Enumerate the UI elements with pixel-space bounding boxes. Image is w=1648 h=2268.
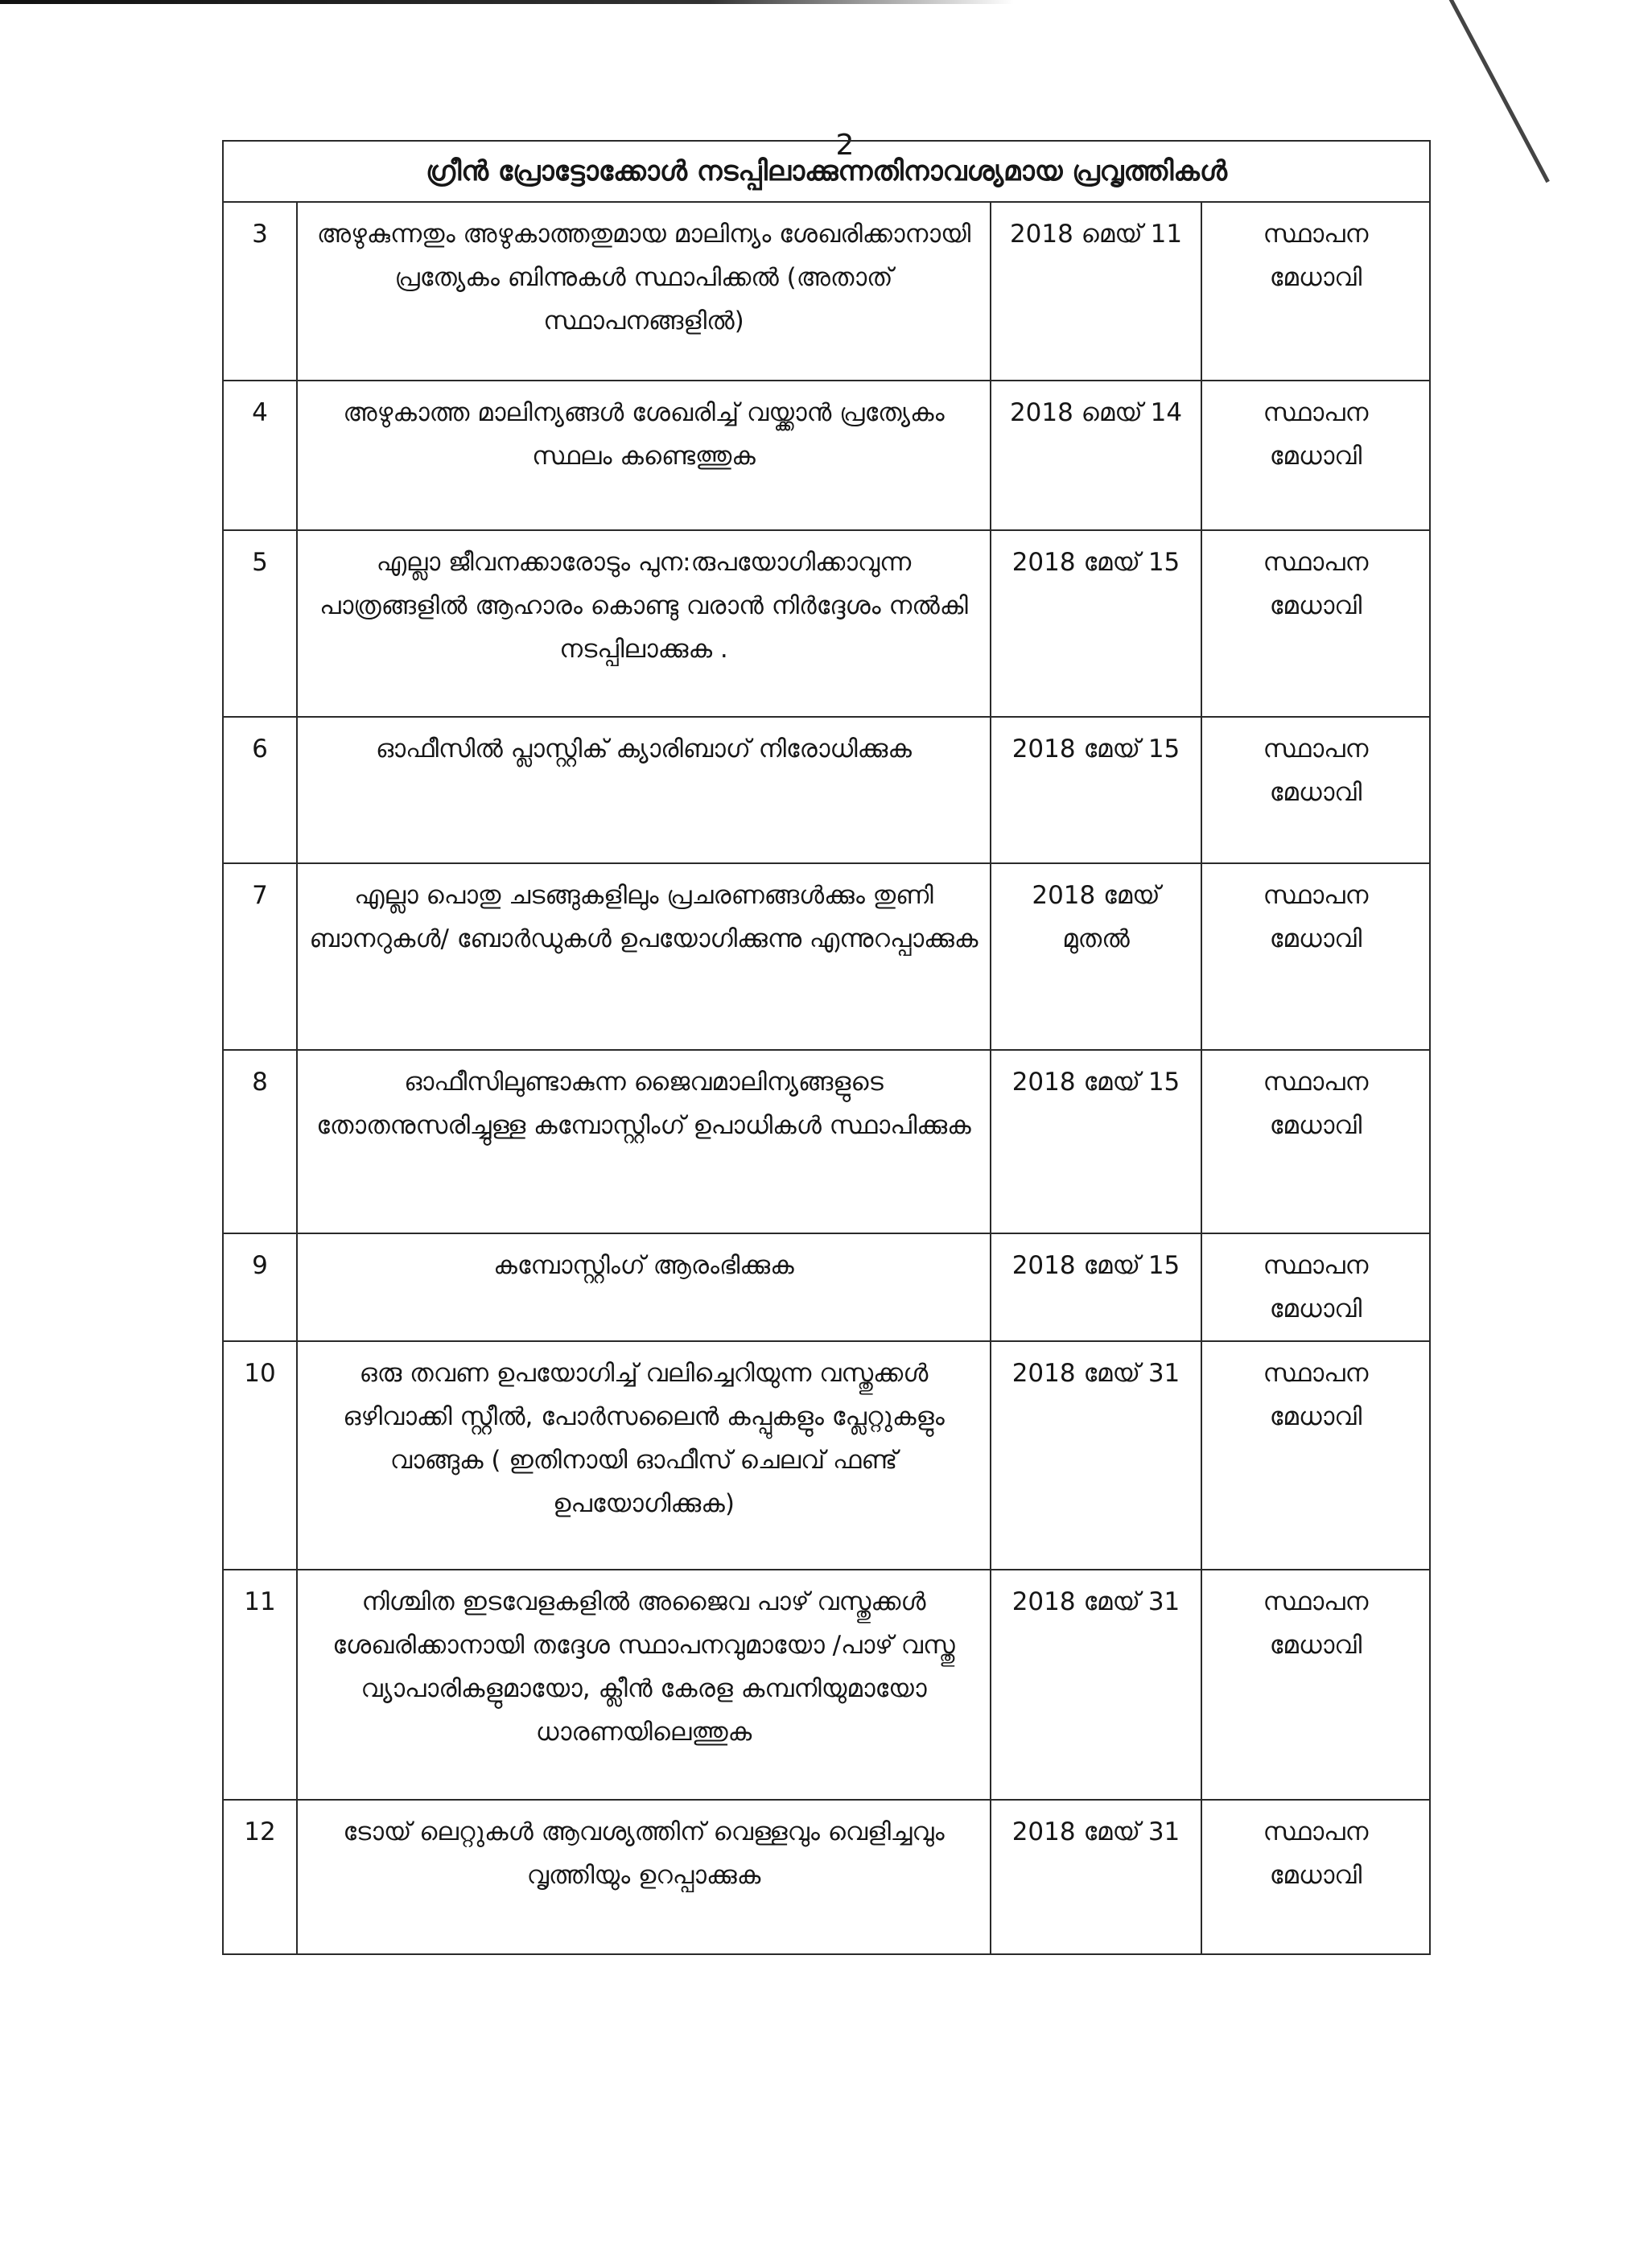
- responsible-line-1: സ്ഥാപന: [1263, 1251, 1369, 1280]
- table-title: ഗ്രീൻ പ്രോട്ടോക്കോൾ നടപ്പിലാക്കുന്നതിനാവശ്യമായ പ്രവൃത്തികൾ: [223, 141, 1430, 202]
- green-protocol-table: [222, 140, 1431, 1955]
- row-number: 10: [223, 1341, 297, 1570]
- task-description: കമ്പോസ്റ്റിംഗ് ആരംഭിക്കുക: [297, 1233, 991, 1341]
- table-row: [223, 1341, 1430, 1570]
- table-row: [223, 717, 1430, 863]
- responsible-line-2: മേധാവി: [1269, 263, 1362, 292]
- task-description: എല്ലാ ജീവനക്കാരോടും പുന:രുപയോഗിക്കാവുന്ന പാത്രങ്ങളിൽ ആഹാരം കൊണ്ടു വരാൻ നിർദ്ദേശം നൽകി നടപ്പിലാക്കുക .: [297, 530, 991, 717]
- responsible-cell: [1201, 202, 1430, 381]
- responsible-line-2: മേധാവി: [1269, 1861, 1362, 1890]
- responsible-cell: [1201, 1233, 1430, 1341]
- responsible-line-2: മേധാവി: [1269, 591, 1362, 620]
- responsible-line-2: മേധാവി: [1269, 1295, 1362, 1323]
- row-number: 4: [223, 381, 297, 530]
- responsible-line-1: സ്ഥാപന: [1263, 881, 1369, 910]
- responsible-line-2: മേധാവി: [1269, 442, 1362, 471]
- responsible-cell: [1201, 1570, 1430, 1800]
- task-description: ഓഫീസിൽ പ്ലാസ്റ്റിക് ക്യാരിബാഗ് നിരോധിക്കുക: [297, 717, 991, 863]
- target-date: 2018 മേയ് 31: [991, 1570, 1201, 1800]
- task-description: ടോയ് ലെറ്റുകൾ ആവശ്യത്തിന് വെള്ളവും വെളിച്ചവും വൃത്തിയും ഉറപ്പാക്കുക: [297, 1800, 991, 1954]
- task-description: ഒരു തവണ ഉപയോഗിച്ച് വലിച്ചെറിയുന്ന വസ്തുക്കൾ ഒഴിവാക്കി സ്റ്റീൽ, പോർസലൈൻ കപ്പുകളും പ്ലേറ്റുകളും വാങ്ങുക ( ഇതിനായി ഓഫീസ് ചെലവ് ഫണ്ട് ഉപയോഗിക്കുക): [297, 1341, 991, 1570]
- target-date: 2018 മെയ് 14: [991, 381, 1201, 530]
- row-number: 7: [223, 863, 297, 1050]
- responsible-line-1: സ്ഥാപന: [1263, 548, 1369, 577]
- table-row: [223, 1570, 1430, 1800]
- target-date: 2018 മെയ് 11: [991, 202, 1201, 381]
- table-row: [223, 202, 1430, 381]
- table-header-row: [223, 141, 1430, 202]
- task-description: അഴുകാത്ത മാലിന്യങ്ങൾ ശേഖരിച്ച് വയ്ക്കാൻ പ്രത്യേകം സ്ഥലം കണ്ടെത്തുക: [297, 381, 991, 530]
- table-row: [223, 530, 1430, 717]
- responsible-line-1: സ്ഥാപന: [1263, 1359, 1369, 1388]
- page-number: 2: [835, 129, 855, 162]
- responsible-line-2: മേധാവി: [1269, 1402, 1362, 1431]
- row-number: 12: [223, 1800, 297, 1954]
- responsible-cell: [1201, 1050, 1430, 1233]
- row-number: 6: [223, 717, 297, 863]
- target-date: 2018 മേയ് 15: [991, 1050, 1201, 1233]
- target-date: 2018 മേയ് 15: [991, 530, 1201, 717]
- responsible-line-1: സ്ഥാപന: [1263, 398, 1369, 427]
- target-date: 2018 മേയ് മുതൽ: [991, 863, 1201, 1050]
- responsible-line-2: മേധാവി: [1269, 1111, 1362, 1140]
- responsible-cell: [1201, 1341, 1430, 1570]
- table-row: [223, 1233, 1430, 1341]
- responsible-line-1: സ്ഥാപന: [1263, 220, 1369, 249]
- task-description: അഴുകുന്നതും അഴുകാത്തതുമായ മാലിന്യം ശേഖരിക്കാനായി പ്രത്യേകം ബിന്നുകൾ സ്ഥാപിക്കൽ (അതാത് സ്ഥാപനങ്ങളിൽ): [297, 202, 991, 381]
- responsible-line-2: മേധാവി: [1269, 778, 1362, 807]
- responsible-line-1: സ്ഥാപന: [1263, 735, 1369, 764]
- task-description: എല്ലാ പൊതു ചടങ്ങുകളിലും പ്രചരണങ്ങൾക്കും തുണി ബാനറുകൾ/ ബോർഡുകൾ ഉപയോഗിക്കുന്നു എന്നുറപ്പാക്കുക: [297, 863, 991, 1050]
- table-row: [223, 1050, 1430, 1233]
- row-number: 11: [223, 1570, 297, 1800]
- scan-border-top: [0, 0, 1014, 4]
- table-row: [223, 381, 1430, 530]
- responsible-line-1: സ്ഥാപന: [1263, 1068, 1369, 1097]
- table-row: [223, 1800, 1430, 1954]
- responsible-cell: [1201, 863, 1430, 1050]
- task-description: നിശ്ചിത ഇടവേളകളിൽ അജൈവ പാഴ് വസ്തുക്കൾ ശേഖരിക്കാനായി തദ്ദേശ സ്ഥാപനവുമായോ /പാഴ് വസ്തു വ്യാപാരികളുമായോ, ക്ലീൻ കേരള കമ്പനിയുമായോ ധാരണയിലെത്തുക: [297, 1570, 991, 1800]
- responsible-cell: [1201, 530, 1430, 717]
- responsible-line-1: സ്ഥാപന: [1263, 1587, 1369, 1616]
- table-row: [223, 863, 1430, 1050]
- target-date: 2018 മേയ് 15: [991, 1233, 1201, 1341]
- responsible-line-2: മേധാവി: [1269, 924, 1362, 953]
- responsible-cell: [1201, 717, 1430, 863]
- responsible-cell: [1201, 381, 1430, 530]
- scan-edge-right: [1440, 0, 1550, 183]
- task-description: ഓഫീസിലുണ്ടാകുന്ന ജൈവമാലിന്യങ്ങളുടെ തോതനുസരിച്ചുള്ള കമ്പോസ്റ്റിംഗ് ഉപാധികൾ സ്ഥാപിക്കുക: [297, 1050, 991, 1233]
- row-number: 9: [223, 1233, 297, 1341]
- target-date: 2018 മേയ് 31: [991, 1341, 1201, 1570]
- row-number: 8: [223, 1050, 297, 1233]
- target-date: 2018 മേയ് 15: [991, 717, 1201, 863]
- row-number: 5: [223, 530, 297, 717]
- responsible-line-1: സ്ഥാപന: [1263, 1817, 1369, 1846]
- target-date: 2018 മേയ് 31: [991, 1800, 1201, 1954]
- row-number: 3: [223, 202, 297, 381]
- responsible-cell: [1201, 1800, 1430, 1954]
- responsible-line-2: മേധാവി: [1269, 1631, 1362, 1660]
